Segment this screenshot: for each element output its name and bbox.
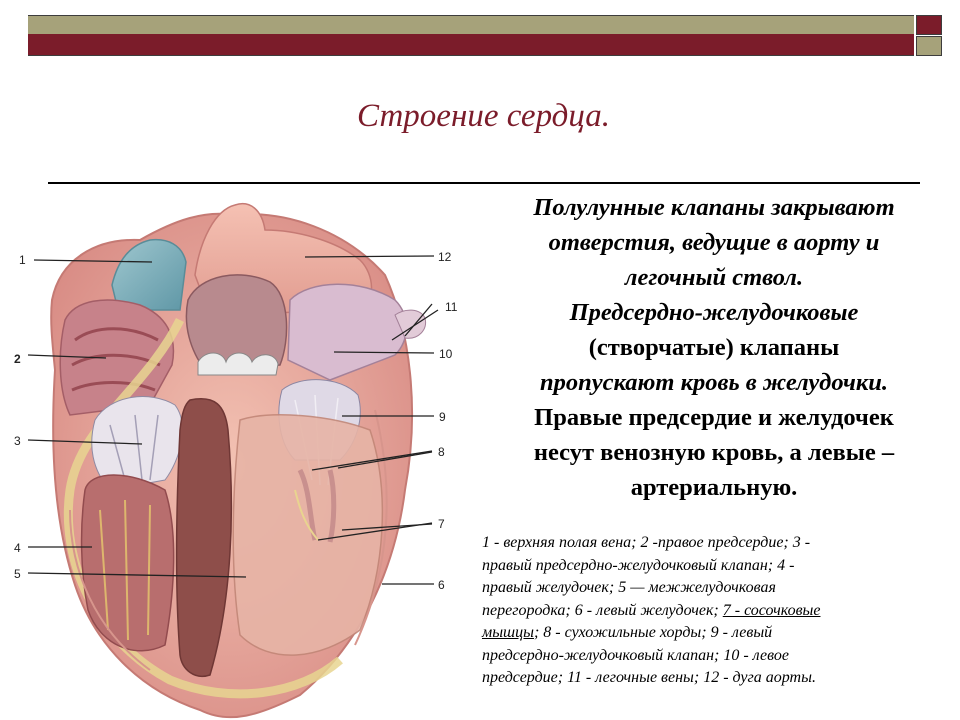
label-6: 6 xyxy=(438,578,445,592)
legend-line-3: правый желудочек; 5 — межжелудочковая xyxy=(482,579,776,596)
main-line-3: легочный ствол. xyxy=(624,264,804,291)
label-7: 7 xyxy=(438,517,445,531)
left-ventricle xyxy=(233,415,382,655)
main-line-6: пропускают кровь в желудочки. xyxy=(539,369,888,396)
label-1: 1 xyxy=(19,253,26,267)
main-line-4: Предсердно-желудочковые xyxy=(569,299,859,326)
legend-line-6: предсердно-желудочковый клапан; 10 - левое xyxy=(482,646,789,664)
title-divider xyxy=(48,182,920,184)
legend-line-5 xyxy=(482,622,947,645)
legend-line-1: 1 - верхняя полая вена; 2 -правое предсердие; 3 - xyxy=(482,534,811,551)
header-square-olive xyxy=(916,36,942,56)
main-line-5: (створчатые) клапаны xyxy=(588,334,840,361)
label-12: 12 xyxy=(438,250,452,264)
main-description xyxy=(474,190,954,505)
legend-line-2: правый предсердно-желудочковый клапан; 4 - xyxy=(482,556,795,574)
legend-line-5-text: ; 8 - сухожильные хорды; 9 - левый xyxy=(533,624,773,641)
slide-title: Строение сердца. xyxy=(357,98,610,134)
header-bar-maroon xyxy=(28,34,914,55)
label-2: 2 xyxy=(14,352,21,366)
label-9: 9 xyxy=(439,410,446,424)
main-line-2: отверстия, ведущие в аорту и xyxy=(548,229,880,256)
label-8: 8 xyxy=(438,445,445,459)
legend-line-4-text: перегородка; 6 - левый желудочек; xyxy=(482,601,723,619)
legend-papillary-link[interactable]: 7 - сосочковые xyxy=(722,601,821,619)
label-4: 4 xyxy=(14,541,21,555)
main-line-1: Полулунные клапаны закрывают xyxy=(533,194,895,221)
main-line-9: артериальную. xyxy=(630,474,798,501)
header-bar-olive xyxy=(28,16,914,34)
diagram-legend xyxy=(482,532,947,690)
header-square-maroon xyxy=(916,15,942,35)
main-line-7: Правые предсердие и желудочек xyxy=(534,404,894,431)
label-5: 5 xyxy=(14,567,21,581)
main-line-8: несут венозную кровь, а левые – xyxy=(533,439,895,466)
legend-line-7: предсердие; 11 - легочные вены; 12 - дуга аорты. xyxy=(482,669,816,686)
header-line-bottom xyxy=(28,55,914,56)
label-10: 10 xyxy=(439,347,453,361)
label-3: 3 xyxy=(14,434,21,448)
heart-diagram xyxy=(0,190,470,720)
legend-papillary-link-cont[interactable]: мышцы xyxy=(482,624,534,641)
semilunar-valves xyxy=(198,353,278,375)
legend-line-4 xyxy=(482,600,947,623)
label-11: 11 xyxy=(445,300,458,314)
